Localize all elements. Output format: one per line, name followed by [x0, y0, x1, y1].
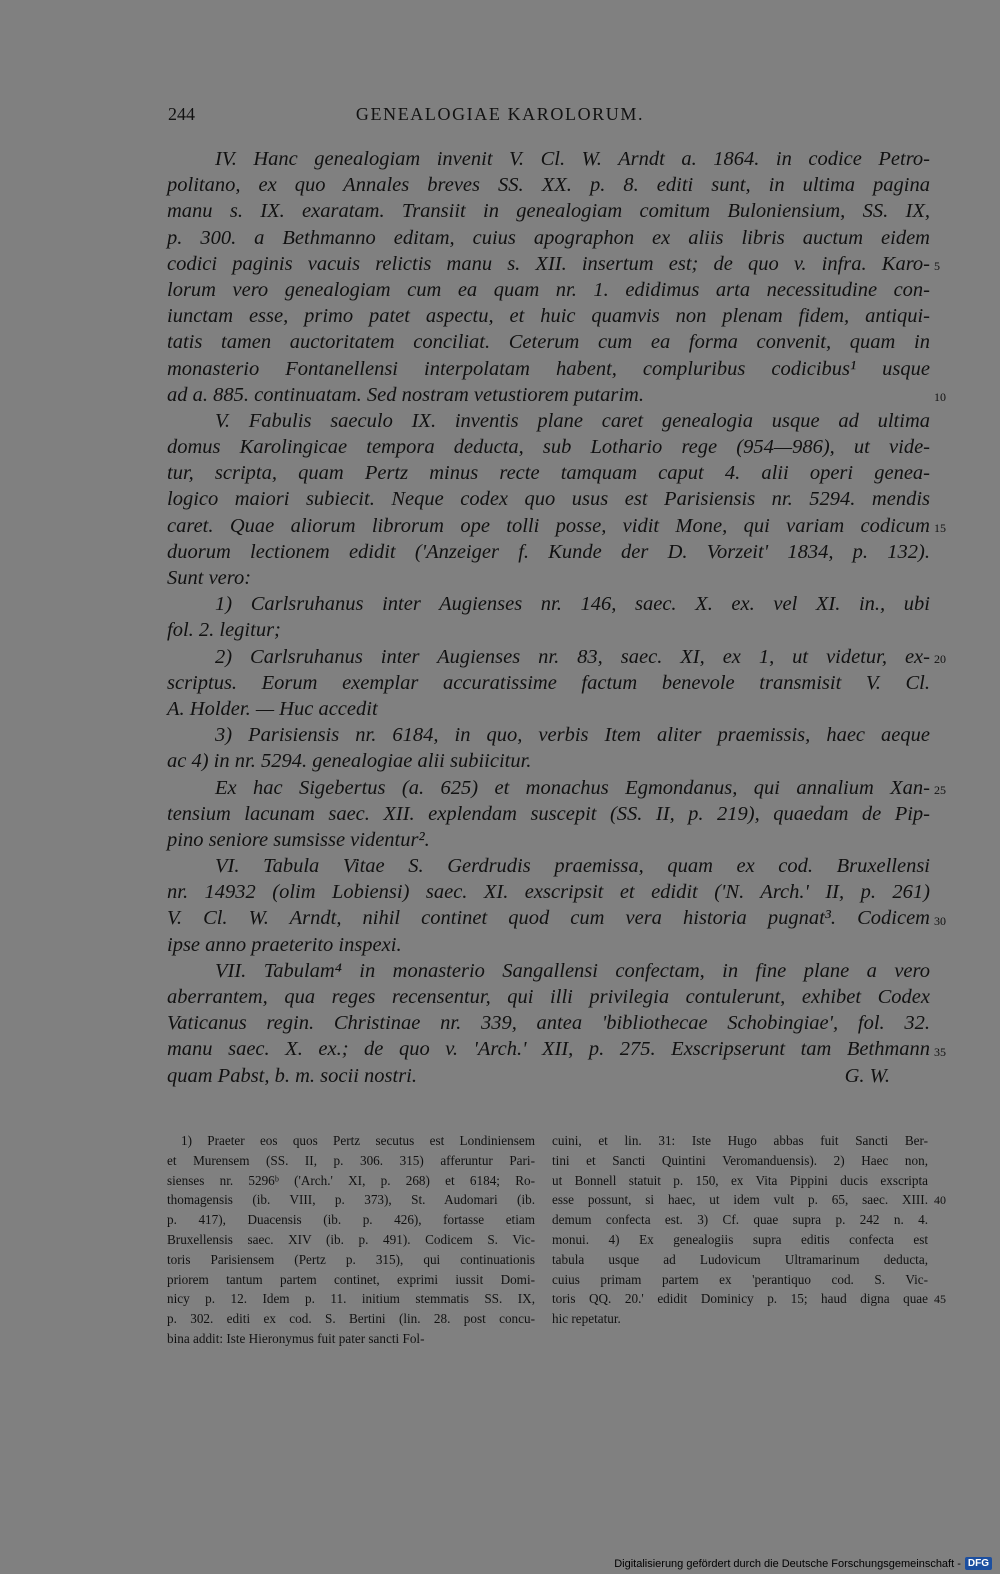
- text-line: VI. Tabula Vitae S. Gerdrudis praemissa, quam ex cod. Bruxellensi: [215, 855, 930, 878]
- text-line: logico maiori subiecit. Neque codex quo usus est Parisiensis nr. 5294. mendis: [167, 488, 930, 511]
- text-line: VII. Tabulam⁴ in monasterio Sangallensi confectam, in fine plane a vero: [215, 959, 930, 982]
- footer-credit: Digitalisierung gefördert durch die Deutsche Forschungsgemeinschaft -: [614, 1557, 961, 1570]
- text-line: aberrantem, qua reges recensentur, qui illi privilegia contulerunt, exhibet Codex: [167, 986, 930, 1008]
- main-text: [167, 146, 930, 1089]
- text-line: Vaticanus regin. Christinae nr. 339, antea 'bibliothecae Schobingiae', fol. 32.: [167, 1012, 930, 1035]
- text-line: tatis tamen auctoritatem conciliat. Ceterum cum ea forma convenit, quam in: [167, 331, 930, 354]
- line-number: 25: [934, 782, 946, 797]
- dfg-logo: DFG: [965, 1557, 992, 1570]
- text-line: monasterio Fontanellensi interpolatam habent, compluribus codicibus¹ usque: [167, 357, 930, 380]
- text-line: caret. Quae aliorum librorum ope tolli posse, vidit Mone, qui variam codicum: [167, 514, 930, 537]
- text-line: ipse anno praeterito inspexi.: [167, 933, 402, 956]
- text-line: V. Fabulis saeculo IX. inventis plane caret genealogia usque ad ultima: [215, 409, 930, 432]
- text-line: p. 300. a Bethmanno editam, cuius apographon ex aliis libris auctum eidem: [167, 226, 930, 249]
- footnote-line: nicy p. 12. Idem p. 11. initium stemmatis SS. IX,: [167, 1291, 535, 1307]
- footnote-line: ut Bonnell statuit p. 150, ex Vita Pippini ducis exscripta: [552, 1172, 928, 1188]
- footnote-line: priorem tantum partem continet, exprimi iussit Domi-: [167, 1271, 535, 1287]
- footnote-line: esse possunt, si haec, ut idem vult p. 65, saec. XIII.: [552, 1192, 928, 1208]
- footnote-line: tabula usque ad Ludovicum Ultramarinum deducta,: [552, 1251, 928, 1267]
- page-header: [0, 104, 1000, 130]
- text-line: politano, ex quo Annales breves SS. XX. p. 8. editi sunt, in ultima pagina: [167, 174, 930, 197]
- footnote-line: p. 302. editi ex cod. S. Bertini (lin. 28. post concu-: [167, 1311, 535, 1327]
- text-line: lorum vero genealogiam cum ea quam nr. 1. edidimus arta necessitudine con-: [167, 278, 930, 301]
- line-number: 40: [934, 1193, 946, 1208]
- footnote-line: sienses nr. 5296ᵇ ('Arch.' XI, p. 268) et 6184; Ro-: [167, 1172, 535, 1188]
- footnote-line: monui. 4) Ex genealogiis supra editis confecta est: [552, 1231, 928, 1247]
- footnote-line: et Murensem (SS. II, p. 306. 315) afferuntur Pari-: [167, 1152, 535, 1168]
- text-line: tur, scripta, quam Pertz minus recte tamquam caput 4. alii operi genea-: [167, 462, 930, 485]
- running-title: GENEALOGIAE KAROLORUM.: [355, 104, 645, 124]
- text-line-content: quam Pabst, b. m. socii nostri.: [167, 1064, 417, 1087]
- line-number: 45: [934, 1292, 946, 1307]
- line-number: 20: [934, 651, 946, 666]
- line-number: 10: [934, 389, 946, 404]
- footnote-line: cuini, et lin. 31: Iste Hugo abbas fuit Sancti Ber-: [552, 1133, 928, 1148]
- text-line: V. Cl. W. Arndt, nihil continet quod cum vera historia pugnat³. Codicem: [167, 907, 930, 930]
- text-line: Ex hac Sigebertus (a. 625) et monachus Egmondanus, qui annalium Xan-: [215, 776, 930, 799]
- text-line: tensium lacunam saec. XII. explendam suscepit (SS. II, p. 219), quaedam de Pip-: [167, 802, 930, 825]
- page-number: 244: [168, 104, 195, 124]
- footnote-line: demum confecta est. 3) Cf. quae supra p. 242 n. 4.: [552, 1212, 928, 1228]
- text-line: 1) Carlsruhanus inter Augienses nr. 146, saec. X. ex. vel XI. in., ubi: [215, 593, 930, 616]
- footnote-line: p. 417), Duacensis (ib. p. 426), fortasse etiam: [167, 1212, 535, 1228]
- text-line: duorum lectionem edidit ('Anzeiger f. Kunde der D. Vorzeit' 1834, p. 132).: [167, 540, 930, 563]
- text-line: [167, 1063, 930, 1089]
- footnote-line: bina addit: Iste Hieronymus fuit pater sancti Fol-: [167, 1330, 425, 1346]
- footnote-line: 1) Praeter eos quos Pertz secutus est Londiniensem: [181, 1133, 535, 1148]
- footnote-line: thomagensis (ib. VIII, p. 373), St. Audomari (ib.: [167, 1192, 535, 1208]
- text-line: domus Karolingicae tempora deducta, sub Lothario rege (954—986), ut vide-: [167, 436, 930, 459]
- footnote-line: toris QQ. 20.' edidit Dominicy p. 15; haud digna quae: [552, 1291, 928, 1307]
- digitization-footer: [614, 1557, 992, 1570]
- footnote-line: toris Parisiensem (Pertz p. 315), qui continuationis: [167, 1251, 535, 1267]
- text-line: IV. Hanc genealogiam invenit V. Cl. W. Arndt a. 1864. in codice Petro-: [215, 148, 930, 170]
- text-line: ac 4) in nr. 5294. genealogiae alii subiicitur.: [167, 750, 532, 773]
- line-number: 15: [934, 520, 946, 535]
- line-number: 35: [934, 1044, 946, 1059]
- line-number: 30: [934, 913, 946, 928]
- text-line: manu saec. X. ex.; de quo v. 'Arch.' XII, p. 275. Exscripserunt tam Bethmann: [167, 1038, 930, 1061]
- text-line: A. Holder. — Huc accedit: [167, 697, 378, 720]
- signature: G. W.: [844, 1064, 890, 1087]
- text-line: fol. 2. legitur;: [167, 619, 281, 642]
- text-line: Sunt vero:: [167, 567, 252, 589]
- text-line: codici paginis vacuis relictis manu s. XII. insertum est; de quo v. infra. Karo-: [167, 252, 930, 275]
- text-line: iunctam esse, primo patet aspectu, et huic quamvis non plenam fidem, antiqui-: [167, 305, 930, 328]
- footnote-line: tini et Sancti Quintini Veromanduensis). 2) Haec non,: [552, 1152, 928, 1168]
- footnotes-left-column: [167, 1131, 535, 1349]
- footnote-line: Bruxellensis saec. XIV (ib. p. 491). Codicem S. Vic-: [167, 1231, 535, 1247]
- text-line: manu s. IX. exaratam. Transiit in genealogiam comitum Buloniensium, SS. IX,: [167, 200, 930, 223]
- text-line: 3) Parisiensis nr. 6184, in quo, verbis Item aliter praemissis, haec aeque: [215, 724, 930, 747]
- text-line: nr. 14932 (olim Lobiensi) saec. XI. exscripsit et edidit ('N. Arch.' II, p. 261): [167, 881, 930, 904]
- footnotes-right-column: [552, 1131, 928, 1329]
- line-number: 5: [934, 258, 940, 273]
- footnote-line: hic repetatur.: [552, 1311, 621, 1327]
- text-line: 2) Carlsruhanus inter Augienses nr. 83, saec. XI, ex 1, ut videtur, ex-: [215, 645, 930, 668]
- text-line: pino seniore sumsisse videntur².: [167, 828, 430, 851]
- text-line: scriptus. Eorum exemplar accuratissime factum benevole transmisit V. Cl.: [167, 671, 930, 694]
- text-line: ad a. 885. continuatam. Sed nostram vetustiorem putarim.: [167, 383, 644, 406]
- footnote-line: cuius primam partem ex 'perantiquo cod. S. Vic-: [552, 1271, 928, 1287]
